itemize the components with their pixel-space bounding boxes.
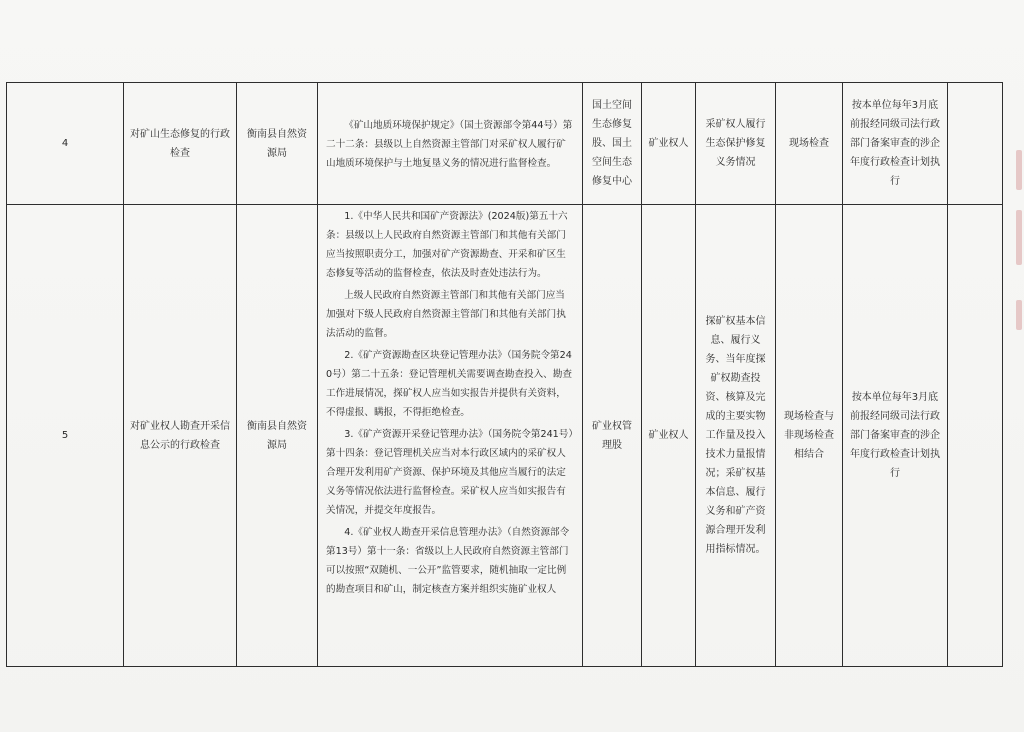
seal-edge-mark	[1016, 150, 1022, 190]
inspection-object: 矿业权人	[642, 83, 696, 205]
seal-edge-mark	[1016, 300, 1022, 330]
inspection-subject: 衡南县自然资源局	[237, 83, 318, 205]
responsible-department: 矿业权管理股	[583, 205, 642, 667]
legal-basis-paragraph: 2.《矿产资源勘查区块登记管理办法》（国务院令第240号）第二十五条：登记管理机关需要调查勘查投入、勘查工作进展情况，探矿权人应当如实报告并提供有关资料，不得虚报、瞒报，不得拒绝检查。	[326, 350, 572, 418]
inspection-subject: 衡南县自然资源局	[237, 205, 318, 667]
remark	[948, 205, 1003, 667]
row-number: 5	[7, 205, 124, 667]
inspection-frequency: 按本单位每年3月底前报经同级司法行政部门备案审查的涉企年度行政检查计划执行	[843, 83, 948, 205]
table-row	[7, 205, 1003, 667]
inspection-frequency: 按本单位每年3月底前报经同级司法行政部门备案审查的涉企年度行政检查计划执行	[843, 205, 948, 667]
legal-basis-paragraph: 4.《矿业权人勘查开采信息管理办法》（自然资源部令第13号）第十一条：省级以上人民政府自然资源主管部门可以按照“双随机、一公开”监管要求，随机抽取一定比例的勘查项目和矿山，制定核查方案并组织实施矿业权人	[326, 527, 570, 595]
inspection-item: 对矿业权人勘查开采信息公示的行政检查	[124, 205, 237, 667]
seal-edge-mark	[1016, 210, 1022, 265]
responsible-department: 国土空间生态修复股、国土空间生态修复中心	[583, 83, 642, 205]
legal-basis	[318, 205, 583, 667]
table-row	[7, 83, 1003, 205]
inspection-content: 采矿权人履行生态保护修复义务情况	[696, 83, 776, 205]
legal-basis	[318, 83, 583, 205]
inspection-object: 矿业权人	[642, 205, 696, 667]
legal-basis-paragraph: 《矿山地质环境保护规定》（国土资源部令第44号）第二十二条：县级以上自然资源主管部门对采矿权人履行矿山地质环境保护与土地复垦义务的情况进行监督检查。	[326, 120, 573, 169]
inspection-method: 现场检查与非现场检查相结合	[776, 205, 843, 667]
remark	[948, 83, 1003, 205]
inspection-method: 现场检查	[776, 83, 843, 205]
row-number: 4	[7, 83, 124, 205]
legal-basis-paragraph: 上级人民政府自然资源主管部门和其他有关部门应当加强对下级人民政府自然资源主管部门和其他有关部门执法活动的监督。	[326, 290, 566, 339]
inspection-content: 探矿权基本信息、履行义务、当年度探矿权勘查投资、核算及完成的主要实物工作量及投入技术力量报情况；采矿权基本信息、履行义务和矿产资源合理开发利用指标情况。	[696, 205, 776, 667]
legal-basis-paragraph: 1.《中华人民共和国矿产资源法》(2024版)第五十六条：县级以上人民政府自然资源主管部门和其他有关部门应当按照职责分工，加强对矿产资源勘查、开采和矿区生态修复等活动的监督检查，依法及时查处违法行为。	[326, 211, 568, 279]
inspection-table	[6, 82, 1003, 667]
inspection-item: 对矿山生态修复的行政检查	[124, 83, 237, 205]
legal-basis-paragraph: 3.《矿产资源开采登记管理办法》（国务院令第241号）第十四条：登记管理机关应当对本行政区域内的采矿权人合理开发利用矿产资源、保护环境及其他应当履行的法定义务等情况依法进行监督检查。采矿权人应当如实报告有关情况，并提交年度报告。	[326, 429, 574, 516]
